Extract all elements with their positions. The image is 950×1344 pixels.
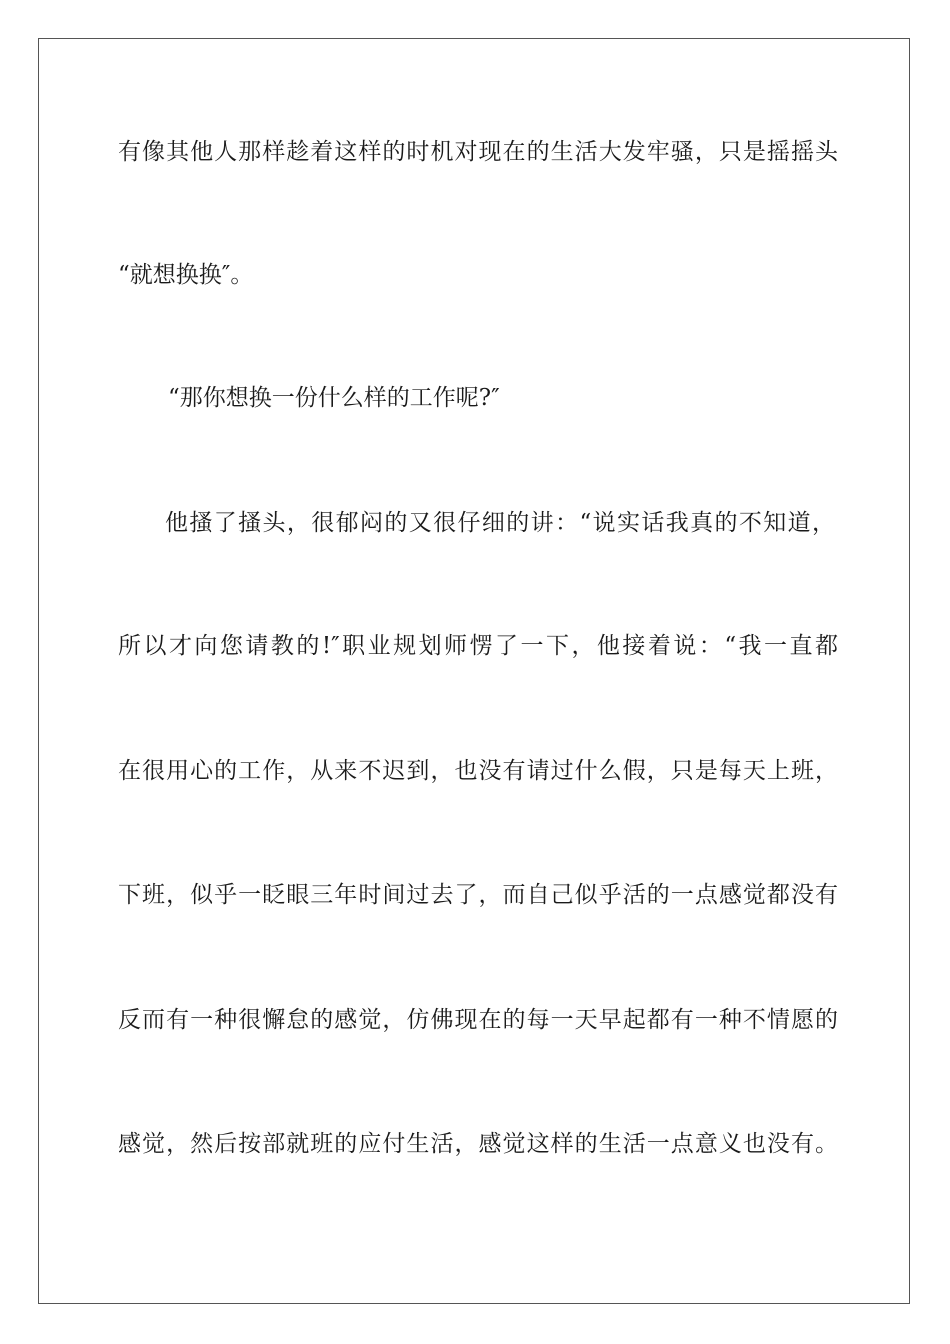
text-line-2: “就想换换″。 [118,262,254,288]
text-line-4: 他搔了搔头，很郁闷的又很仔细的讲：“说实话我真的不知道， [165,510,835,536]
text-line-6: 在很用心的工作，从来不迟到，也没有请过什么假，只是每天上班， [118,758,838,784]
text-line-7: 下班，似乎一眨眼三年时间过去了，而自己似乎活的一点感觉都没有 [118,882,838,908]
text-line-1: 有像其他人那样趁着这样的时机对现在的生活大发牢骚，只是摇摇头 [118,139,838,165]
text-line-8: 反而有一种很懈怠的感觉，仿佛现在的每一天早起都有一种不情愿的 [118,1007,838,1033]
page-border [38,38,910,1304]
text-line-5: 所以才向您请教的!″职业规划师愣了一下，他接着说：“我一直都 [118,633,838,659]
text-line-9: 感觉，然后按部就班的应付生活，感觉这样的生活一点意义也没有。 [118,1131,838,1157]
text-line-3: “那你想换一份什么样的工作呢?″ [168,385,500,411]
